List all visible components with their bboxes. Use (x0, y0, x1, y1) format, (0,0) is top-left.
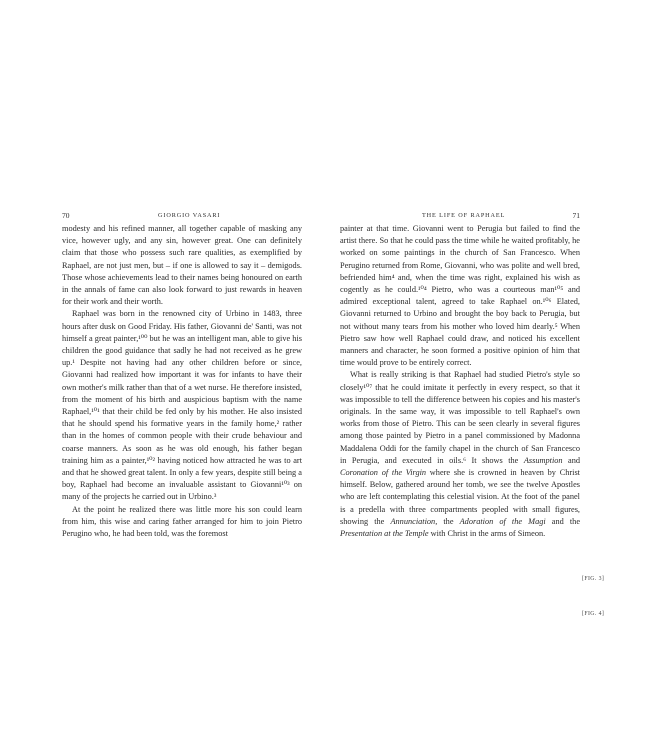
paragraph-2-text-comma: , the (435, 516, 460, 526)
right-body-text (340, 223, 580, 540)
margin-note-fig-3: [FIG. 3] (582, 576, 605, 582)
right-paragraph-2 (340, 369, 580, 540)
artwork-title-assumption: Assumption (523, 455, 563, 465)
left-paragraph-1: modesty and his refined manner, all together capable of masking any vice, however ugly, and any sin, however great. One can definitely claim that those who possess such rare qualities, as exemplified by Raphael, are not just men, but – if one is allowed to say it – demigods. Those whose achievements lead to their names being honoured on earth in the annals of fame can also look forward to just rewards in heaven for their work and their worth. (62, 224, 302, 307)
paragraph-2-text-and-the: and the (545, 516, 581, 526)
paragraph-2-text-and: and (562, 455, 581, 465)
right-running-head (340, 211, 580, 223)
left-folio: 70 (62, 211, 70, 220)
paragraph-2-text-end: with Christ in the arms of Simeon. (428, 529, 546, 539)
right-paragraph-1: painter at that time. Giovanni went to Perugia but failed to find the artist there. So that he could pass the time while he waited profitably, he worked on some paintings in the church of San Francesco. When Perugino returned from Rome, Giovanni, who was polite and well bred, befriended him⁴ and, when the time was right, explained his wish as cogently as he could.¹⁰⁴ Pietro, who was a courteous man¹⁰⁵ and admired exceptional talent, agreed to take Raphael on.¹⁰⁶ Elated, Giovanni returned to Urbino and brought the boy back to Perugia, but not without many tears from his mother who loved him dearly.⁵ When Pietro saw how well Raphael could draw, and noticed his excellent manners and character, he soon formed a positive opinion of him that time would prove to be entirely correct. (340, 224, 580, 368)
left-body-text (62, 223, 302, 540)
right-running-title: THE LIFE OF RAPHAEL (422, 212, 506, 219)
left-running-head (62, 211, 302, 223)
left-paragraph-3: At the point he realized there was little more his son could learn from him, this wise and caring father arranged for him to join Pietro Perugino who, he had been told, was the foremost (62, 504, 302, 539)
right-page (340, 0, 580, 734)
left-paragraph-2: Raphael was born in the renowned city of Urbino in 1483, three hours after dusk on Good Friday. His father, Giovanni de' Santi, was not himself a great painter,¹⁰⁰ but he was an intelligent man, able to give his children the good guidance that sadly he had not received as he grew up.¹ Despite not having had any other children before or since, Giovanni had realized how important it was for infants to have their own mother's milk rather than that of a wet nurse. He therefore insisted, from the moment of his birth and auspicious baptism with the name Raphael,¹⁰¹ that their child be fed only by his mother. He also insisted that he should spend his formative years in the family home,² rather than in the homes of common people with their crude behaviour and coarse manners. As soon as he was old enough, his father began training him as a painter,¹⁰² having noticed how attracted he was to art and that he showed great talent. In only a few years, despite still being a boy, Raphael had become an invaluable assistant to Giovanni¹⁰³ on many of the projects he carried out in Urbino.³ (62, 309, 302, 502)
artwork-title-adoration: Adoration of the Magi (459, 516, 546, 526)
paragraph-2-text-b: where she is crowned in heaven by Christ himself. Below, gathered around her tomb, we see the twelve Apostles who are left contemplating this celestial vision. At the foot of the panel is a predella with three compartments peopled with small figures, showing the (340, 468, 580, 526)
artwork-title-annunciation: Annunciation (390, 516, 436, 526)
artwork-title-presentation: Presentation at the Temple (340, 529, 429, 539)
artwork-title-coronation: Coronation of the Virgin (340, 468, 427, 478)
margin-note-fig-4: [FIG. 4] (582, 611, 605, 617)
paragraph-2-text-a: What is really striking is that Raphael had studied Pietro's style so closely¹⁰⁷ that he could imitate it perfectly in every respect, so that it was impossible to tell the difference between his copies and his master's originals. In the same way, it was impossible to tell Raphael's own works from those of Pietro. This can be seen clearly in several figures among those painted by Pietro in a panel commissioned by Madonna Maddalena Oddi for the family chapel in the church of San Francesco in Perugia, and executed in oils.⁶ It shows the (340, 370, 580, 465)
right-folio: 71 (572, 211, 580, 220)
left-running-title: GIORGIO VASARI (158, 212, 221, 219)
left-page (62, 0, 302, 734)
